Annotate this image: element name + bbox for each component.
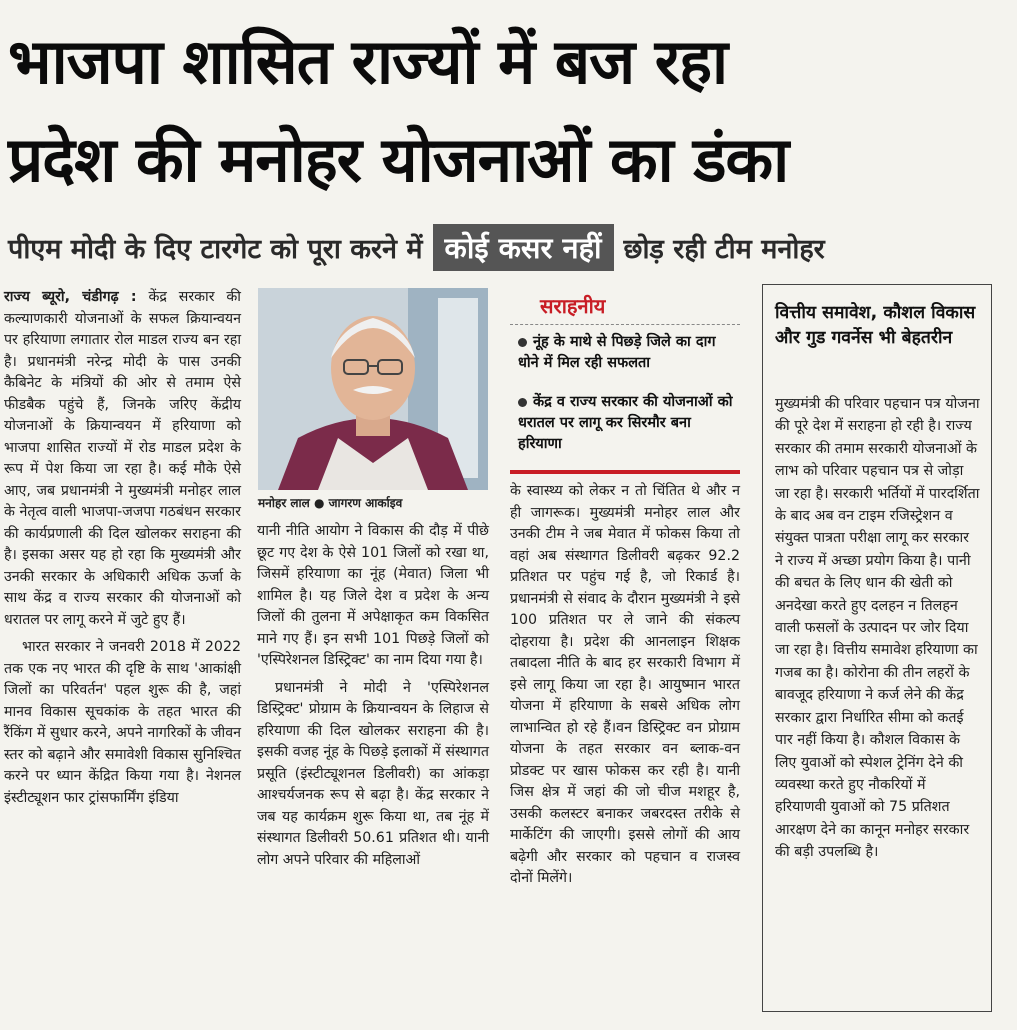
headline-line-1: भाजपा शासित राज्यों में बज रहा (8, 25, 728, 98)
headline-line-2: प्रदेश की मनोहर योजनाओं का डंका (8, 123, 789, 196)
column-3-paragraph-1: के स्वास्थ्य को लेकर न तो चिंतित थे और न ही जागरूक। मुख्यमंत्री मनोहर लाल और उनकी टीम ने जब मेवात में फोकस किया तो वहां अब संस्थागत डिलीवरी बढ़कर 92.2 प्रतिशत पर पहुंच गई है, जो रिकार्ड है। प्रधानमंत्री से संवाद के दौरान मुख्यमंत्री ने इसे 100 प्रतिशत पर ले जाने की संकल्प दोहराया है। प्रदेश की आनलाइन शिक्षक तबादला नीति के बाद हर सरकारी विभाग में इसे लागू किया जा रहा है। आयुष्मान भारत योजना में हरियाणा के सबसे अधिक लोग लाभान्वित हो रहे हैं।वन डिस्ट्रिक्ट वन प्रोग्राम योजना के तहत सरकार वन ब्लाक-वन प्रोडक्ट पर खास फोकस कर रही है। यानी जिस क्षेत्र में जहां की जो चीज मशहूर है, उसकी कलस्टर बनाकर जबरदस्त तरीके से मार्केटिंग की जाएगी। इससे लोगों की आय बढ़ेगी और सरकार को पहचान व राजस्व दोनों मिलेंगे। (510, 483, 740, 886)
dateline: राज्य ब्यूरो, चंडीगढ़ : (4, 289, 137, 305)
highlight-item (518, 392, 738, 455)
column-1-paragraph-1 (4, 287, 241, 631)
highlights-box (510, 292, 740, 472)
subheadline-after: छोड़ रही टीम मनोहर (623, 233, 825, 265)
highlight-item (518, 332, 738, 374)
highlight-item-text: नूंह के माथे से पिछड़े जिले का दाग धोने में मिल रही सफलता (518, 334, 716, 371)
adjacent-article-edge (1002, 0, 1017, 1030)
info-box-body: मुख्यमंत्री की परिवार पहचान पत्र योजना की पूरे देश में सराहना हो रही है। राज्य सरकार की तमाम सरकारी योजनाओं के लाभ को परिवार पहचान पत्र से जोड़ा जा रहा है। सरकारी भर्तियों में पारदर्शिता के बाद अब वन टाइम रजिस्ट्रेशन व संयुक्त पात्रता परीक्षा लागू कर सरकार ने राज्य में अच्छा प्रयोग किया है। पानी की बचत के लिए धान की खेती को अनदेखा करते हुए दलहन न तिलहन वाली फसलों के उत्पादन पर जोर दिया जा रहा है। वित्तीय समावेश हरियाणा का गजब का है। कोरोना की तीन लहरों के बावजूद हरियाणा ने कर्ज लेने की केंद्र सरकार द्वारा निर्धारित सीमा को कतई पार नहीं किया है। कौशल विकास के लिए युवाओं को स्पेशल ट्रेनिंग देने की व्यवस्था करते हुए नौकरियों में हरियाणवी युवाओं को 75 प्रतिशत आरक्षण देने का कानून मनोहर सरकार की बड़ी उपलब्धि है। (775, 396, 980, 861)
subheadline (8, 222, 1008, 272)
highlight-item-text: केंद्र व राज्य सरकार की योजनाओं को धरातल पर लागू कर सिरमौर बना हरियाणा (518, 394, 733, 452)
portrait-illustration (258, 288, 488, 490)
bullet-icon (518, 338, 527, 347)
info-box-title: वित्तीय समावेश, कौशल विकास और गुड गवर्नेस भी बेहतरीन (775, 303, 976, 348)
bullet-icon (518, 398, 527, 407)
column-2-paragraph-2: प्रधानमंत्री ने मोदी ने 'एस्पिरेशनल डिस्ट्रिक्ट' प्रोग्राम के क्रियान्वयन के लिहाज से हरियाणा की दिल खोलकर सराहना की है। इसकी वजह नूंह के पिछड़े इलाकों में संस्थागत प्रसूति (इंस्टीट्यूशनल डिलीवरी) का आंकड़ा आश्चर्यजनक रूप से बढ़ा है। केंद्र सरकार ने जब यह कार्यक्रम शुरू किया था, तब नूंह में संस्थागत डिलीवरी 50.61 प्रतिशत थी। यानी लोग अपने परिवार की महिलाओं (257, 679, 489, 868)
article-column-3 (510, 481, 740, 896)
article-column-2 (257, 521, 489, 877)
column-1-paragraph-1-text: केंद्र सरकार की कल्याणकारी योजनाओं के सफल क्रियान्वयन पर हरियाणा लगातार रोल माडल राज्य बन रहा है। प्रधानमंत्री नरेन्द्र मोदी के पास उनकी कैबिनेट के मंत्रियों की ओर से तमाम ऐसे फीडबैक पहुंचे हैं, जिनके जरिए केंद्रीय योजनाओं के क्रियान्वयन में हरियाणा को भाजपा शासित राज्यों में रोड माडल प्रदेश के रूप में पेश किया जा रहा है। कई मौके ऐसे आए, जब प्रधानमंत्री ने मुख्यमंत्री मनोहर लाल के नेतृत्व वाली भाजपा-जजपा गठबंधन सरकार की कार्यप्रणाली की दिल खोलकर सराहना की है। इसका असर यह हो रहा कि मुख्यमंत्री और उनकी सरकार के अधिकारी अधिक ऊर्जा के साथ केंद्र व राज्य सरकार की योजनाओं को धरातल पर लागू करने में जुटे हुए हैं। (4, 289, 241, 628)
column-2-paragraph-1: यानी नीति आयोग ने विकास की दौड़ में पीछे छूट गए देश के ऐसे 101 जिलों को रखा था, जिसमें हरियाणा का नूंह (मेवात) जिला भी शामिल है। यह जिले देश व प्रदेश के अन्य जिलों की तुलना में अपेक्षाकृत कम विकसित माने गए हैं। इन सभी 101 पिछड़े जिलों को 'एस्पिरेशनल डिस्ट्रिक्ट' का नाम दिया गया है। (257, 523, 489, 668)
red-divider (510, 470, 740, 474)
column-1-paragraph-2: भारत सरकार ने जनवरी 2018 में 2022 तक एक नए भारत की दृष्टि के साथ 'आकांक्षी जिलों का परिवर्तन' पहल शुरू की है, जहां मानव विकास सूचकांक के तहत भारत की रैंकिंग में सुधार करने, अपने नागरिकों के जीवन स्तर को बढ़ाने और समावेशी विकास सुनिश्चित करने पर ध्यान केंद्रित किया गया है। नेशनल इंस्टीट्यूशन फार ट्रांसफार्मिंग इंडिया (4, 639, 241, 806)
info-box (762, 284, 992, 1012)
subheadline-before: पीएम मोदी के दिए टारगेट को पूरा करने में (8, 233, 423, 265)
portrait-photo (258, 288, 488, 490)
subheadline-highlight: कोई कसर नहीं (433, 224, 614, 271)
photo-caption: मनोहर लाल ● जागरण आर्काइव (258, 496, 403, 510)
highlights-divider (510, 324, 740, 325)
article-column-1 (4, 287, 241, 815)
highlights-title: सराहनीय (540, 294, 606, 318)
